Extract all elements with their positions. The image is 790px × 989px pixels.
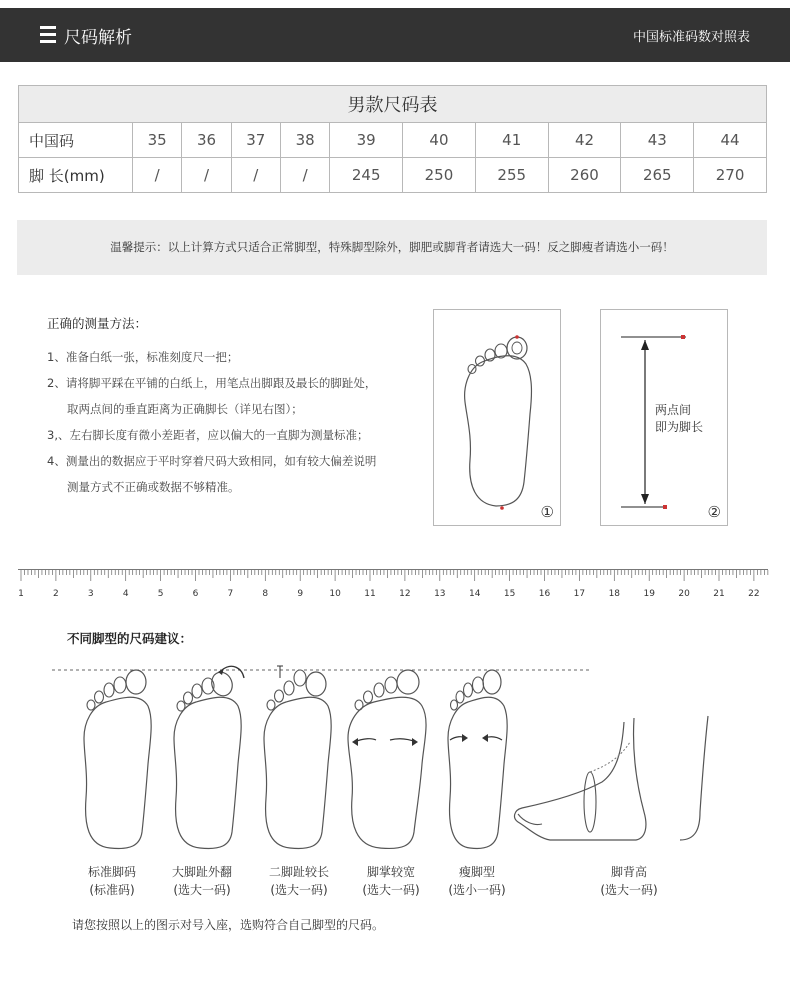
ruler-label: 8	[262, 589, 269, 599]
ruler-label: 10	[329, 589, 341, 599]
ruler-label: 21	[713, 589, 725, 599]
size-cell: 38	[280, 123, 329, 158]
foot-types-illustration	[50, 662, 730, 862]
size-row-label: 中国码	[19, 123, 133, 158]
method-line: 测量方式不正确或数据不够精准。	[67, 480, 240, 494]
foot-type-label	[422, 863, 532, 899]
length-cell: 255	[475, 158, 548, 193]
method-line: 3,、左右脚长度有微小差距者，应以偏大的一直脚为测量标准；	[47, 428, 369, 442]
header-subtitle: 中国标准码数对照表	[632, 30, 750, 45]
foot-type-note: 请您按照以上的图示对号入座，选购符合自己脚型的尺码。	[72, 918, 385, 932]
distance-label	[655, 402, 703, 436]
method-line: 2、请将脚平踩在平铺的白纸上，用笔点出脚跟及最长的脚趾处，	[47, 376, 377, 390]
length-cell: 265	[621, 158, 694, 193]
ruler-label: 7	[227, 589, 234, 599]
long-second-toe-foot-icon	[264, 666, 331, 848]
header-title: 尺码解析	[64, 28, 132, 48]
foot-type-advice: (选大一码)	[600, 883, 658, 897]
ruler-label: 20	[678, 589, 690, 599]
distance-figure	[600, 309, 728, 526]
length-cell: /	[182, 158, 231, 193]
ruler-label: 11	[364, 589, 376, 599]
ruler-label: 18	[608, 589, 621, 599]
method-line: 取两点间的垂直距离为正确脚长（详见右图）；	[67, 402, 303, 416]
ruler-label: 17	[573, 589, 586, 599]
ruler-label: 4	[122, 589, 129, 599]
wide-foot-icon	[348, 670, 426, 848]
length-cell: /	[133, 158, 182, 193]
size-table-caption: 男款尺码表	[19, 86, 767, 123]
ruler-label: 3	[87, 589, 94, 599]
ruler-label: 12	[399, 589, 411, 599]
foot-type-name: 标准脚码	[87, 865, 136, 879]
ruler-label: 15	[503, 589, 516, 599]
foot-type-advice: (选大一码)	[362, 883, 420, 897]
ruler-label: 9	[297, 589, 304, 599]
foot-type-name: 脚背高	[610, 865, 647, 879]
foot-type-name: 脚掌较宽	[366, 865, 415, 879]
size-cell: 36	[182, 123, 231, 158]
page-header	[0, 8, 790, 62]
foot-type-name: 瘦脚型	[458, 865, 495, 879]
length-cell: /	[231, 158, 280, 193]
menu-icon	[40, 26, 56, 44]
length-cell: 245	[330, 158, 403, 193]
size-row	[19, 123, 767, 158]
ruler-label: 5	[157, 589, 164, 599]
ruler-label: 14	[468, 589, 481, 599]
length-cell: 250	[403, 158, 476, 193]
tip-banner: 温馨提示：以上计算方式只适合正常脚型，特殊脚型除外，脚肥或脚背者请选大一码！反之脚瘦者请选小一码！	[17, 220, 767, 275]
ruler-label: 2	[53, 589, 59, 599]
foot-type-name: 二脚趾较长	[268, 865, 329, 879]
length-cell: 270	[694, 158, 767, 193]
foot-type-label	[147, 863, 257, 899]
size-cell: 42	[548, 123, 621, 158]
size-table	[18, 85, 767, 193]
narrow-foot-icon	[448, 670, 507, 848]
foot-type-advice: (选大一码)	[270, 883, 328, 897]
footprint-figure	[433, 309, 561, 526]
length-cell: /	[280, 158, 329, 193]
bunion-foot-icon	[174, 666, 244, 848]
distance-text: 两点间	[655, 403, 692, 417]
footprint-icon	[434, 310, 560, 525]
foot-type-advice: (选大一码)	[173, 883, 231, 897]
length-row-label: 脚 长(mm)	[19, 158, 133, 193]
high-instep-foot-icon	[515, 716, 708, 840]
foot-type-advice: (选小一码)	[448, 883, 506, 897]
figure-number: ①	[540, 503, 554, 521]
ruler-label: 22	[748, 589, 760, 599]
method-heading: 正确的测量方法：	[47, 316, 148, 331]
ruler-label: 19	[643, 589, 655, 599]
size-cell: 44	[694, 123, 767, 158]
method-line: 4、测量出的数据应于平时穿着尺码大致相同，如有较大偏差说明	[47, 454, 377, 468]
size-cell: 43	[621, 123, 694, 158]
foot-types-heading: 不同脚型的尺码建议：	[67, 631, 193, 646]
ruler-label: 16	[538, 589, 551, 599]
length-cell: 260	[548, 158, 621, 193]
standard-foot-icon	[84, 670, 151, 848]
size-cell: 35	[133, 123, 182, 158]
figure-number: ②	[707, 503, 721, 521]
ruler-label: 1	[18, 589, 24, 599]
size-cell: 37	[231, 123, 280, 158]
foot-type-label	[574, 863, 684, 899]
foot-type-name: 大脚趾外翻	[171, 865, 232, 879]
measure-method	[47, 314, 376, 500]
ruler-label: 13	[434, 589, 446, 599]
size-cell: 41	[475, 123, 548, 158]
length-row	[19, 158, 767, 193]
size-cell: 40	[403, 123, 476, 158]
distance-text: 即为脚长	[655, 420, 704, 434]
foot-type-advice: (标准码)	[89, 883, 135, 897]
method-line: 1、准备白纸一张，标准刻度尺一把；	[47, 350, 239, 364]
size-cell: 39	[330, 123, 403, 158]
ruler	[18, 569, 770, 601]
ruler-label: 6	[192, 589, 199, 599]
